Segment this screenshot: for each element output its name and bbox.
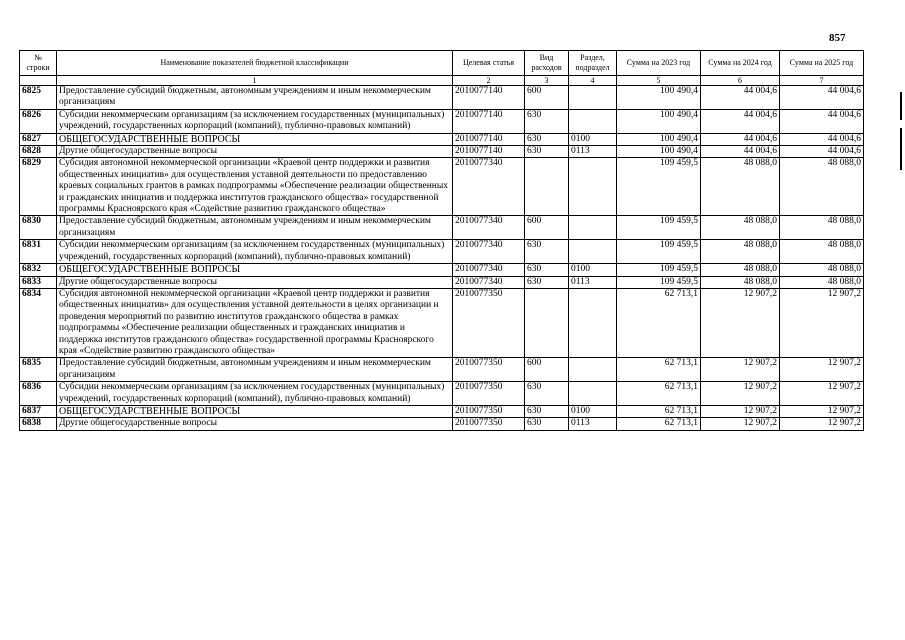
col-number: 7 [780,76,864,86]
header-sum-2023: Сумма на 2023 год [617,51,701,76]
col-number [20,76,57,86]
row-name: Предоставление субсидий бюджетным, автономным учреждениям и иным некоммерческим организациям [57,86,453,110]
row-expense-type: 600 [525,86,569,110]
header-razd: Раздел, подраздел [569,51,617,76]
row-number: 6838 [20,418,57,430]
table-row [20,133,864,145]
row-section: 0113 [569,418,617,430]
row-expense-type: 630 [525,405,569,417]
row-number: 6828 [20,146,57,158]
row-sum-2023: 62 713,1 [617,405,701,417]
row-number: 6833 [20,276,57,288]
row-name: Субсидии некоммерческим организациям (за исключением государственных (муниципальных) учреждений, государственных корпораций (компаний), публично-правовых компаний) [57,240,453,264]
row-sum-2024: 48 088,0 [701,264,780,276]
table-row [20,158,864,216]
table-row [20,264,864,276]
row-sum-2025: 44 004,6 [780,86,864,110]
row-expense-type [525,288,569,357]
row-name: ОБЩЕГОСУДАРСТВЕННЫЕ ВОПРОСЫ [57,133,453,145]
row-sum-2023: 62 713,1 [617,288,701,357]
header-vid: Вид расходов [525,51,569,76]
row-sum-2024: 48 088,0 [701,158,780,216]
row-sum-2025: 12 907,2 [780,358,864,382]
header-sum-2024: Сумма на 2024 год [701,51,780,76]
row-expense-type: 630 [525,382,569,406]
row-target-code: 2010077350 [453,418,525,430]
table-row [20,276,864,288]
table-row [20,418,864,430]
row-sum-2025: 12 907,2 [780,382,864,406]
row-sum-2025: 48 088,0 [780,240,864,264]
header-num: № строки [20,51,57,76]
row-name: Субсидия автономной некоммерческой организации «Краевой центр поддержки и развития общественных инициатив» для осуществления уставной деятельности в целях организации и проведения мероприятий по развитию институтов гражданского общества в рамках подпрограммы «Обеспечение реализации общественных и гражданских инициатив и поддержка институтов гражданского общества» государственной программы Красноярского края «Содействие развитию гражданского общества» [57,288,453,357]
row-number: 6834 [20,288,57,357]
row-expense-type: 630 [525,133,569,145]
row-name: ОБЩЕГОСУДАРСТВЕННЫЕ ВОПРОСЫ [57,405,453,417]
header-sum-2025: Сумма на 2025 год [780,51,864,76]
col-number: 2 [453,76,525,86]
col-number: 5 [617,76,701,86]
table-row [20,86,864,110]
row-section: 0100 [569,264,617,276]
row-sum-2025: 48 088,0 [780,216,864,240]
row-sum-2023: 109 459,5 [617,240,701,264]
row-name: Другие общегосударственные вопросы [57,418,453,430]
row-number: 6829 [20,158,57,216]
row-number: 6836 [20,382,57,406]
row-section [569,86,617,110]
row-expense-type: 630 [525,264,569,276]
row-number: 6825 [20,86,57,110]
row-number: 6826 [20,109,57,133]
row-sum-2025: 48 088,0 [780,158,864,216]
row-sum-2024: 12 907,2 [701,382,780,406]
row-section [569,382,617,406]
page-number: 857 [829,32,846,44]
header-code: Целевая статья [453,51,525,76]
row-expense-type: 600 [525,216,569,240]
row-sum-2024: 48 088,0 [701,276,780,288]
row-name: Предоставление субсидий бюджетным, автономным учреждениям и иным некоммерческим организациям [57,216,453,240]
table-row [20,109,864,133]
table-header [20,51,864,86]
row-expense-type: 630 [525,276,569,288]
col-number: 3 [525,76,569,86]
row-name: Субсидия автономной некоммерческой организации «Краевой центр поддержки и развития общественных инициатив» для осуществления уставной деятельности по предоставлению краевых социальных грантов в рамках подпрограммы «Обеспечение реализации общественных и гражданских инициатив и поддержка институтов гражданского общества» государственной программы Красноярского края «Содействие развитию гражданского общества» [57,158,453,216]
row-expense-type: 630 [525,146,569,158]
row-sum-2023: 62 713,1 [617,418,701,430]
row-sum-2025: 12 907,2 [780,405,864,417]
row-sum-2023: 62 713,1 [617,382,701,406]
row-number: 6827 [20,133,57,145]
row-section: 0100 [569,133,617,145]
row-expense-type: 630 [525,240,569,264]
row-section [569,109,617,133]
row-sum-2025: 44 004,6 [780,109,864,133]
row-target-code: 2010077340 [453,216,525,240]
row-name: ОБЩЕГОСУДАРСТВЕННЫЕ ВОПРОСЫ [57,264,453,276]
table-row [20,358,864,382]
row-target-code: 2010077340 [453,276,525,288]
row-number: 6837 [20,405,57,417]
row-section [569,288,617,357]
row-sum-2025: 44 004,6 [780,133,864,145]
row-sum-2023: 109 459,5 [617,216,701,240]
row-sum-2023: 100 490,4 [617,146,701,158]
table-row [20,216,864,240]
row-section: 0113 [569,146,617,158]
row-name: Другие общегосударственные вопросы [57,146,453,158]
col-number: 4 [569,76,617,86]
row-sum-2023: 100 490,4 [617,86,701,110]
row-target-code: 2010077140 [453,146,525,158]
table-row [20,146,864,158]
row-expense-type: 600 [525,358,569,382]
row-section [569,240,617,264]
row-sum-2025: 44 004,6 [780,146,864,158]
row-expense-type: 630 [525,418,569,430]
table-row [20,382,864,406]
row-sum-2024: 12 907,2 [701,418,780,430]
row-expense-type: 630 [525,109,569,133]
row-target-code: 2010077350 [453,405,525,417]
row-sum-2024: 48 088,0 [701,240,780,264]
row-section [569,158,617,216]
table-body [20,86,864,431]
row-section: 0113 [569,276,617,288]
row-sum-2025: 48 088,0 [780,264,864,276]
row-number: 6832 [20,264,57,276]
col-number: 6 [701,76,780,86]
header-name: Наименование показателей бюджетной классификации [57,51,453,76]
row-section: 0100 [569,405,617,417]
row-sum-2023: 109 459,5 [617,276,701,288]
margin-mark-top [900,92,902,120]
row-sum-2024: 44 004,6 [701,86,780,110]
row-sum-2023: 100 490,4 [617,109,701,133]
row-name: Субсидии некоммерческим организациям (за исключением государственных (муниципальных) учреждений, государственных корпораций (компаний), публично-правовых компаний) [57,382,453,406]
row-target-code: 2010077340 [453,158,525,216]
row-sum-2023: 109 459,5 [617,158,701,216]
row-target-code: 2010077340 [453,240,525,264]
row-target-code: 2010077340 [453,264,525,276]
row-name: Другие общегосударственные вопросы [57,276,453,288]
table-row [20,240,864,264]
row-sum-2024: 44 004,6 [701,146,780,158]
row-target-code: 2010077140 [453,86,525,110]
row-section [569,216,617,240]
row-sum-2024: 44 004,6 [701,109,780,133]
row-number: 6831 [20,240,57,264]
row-sum-2023: 109 459,5 [617,264,701,276]
row-sum-2024: 12 907,2 [701,405,780,417]
row-number: 6830 [20,216,57,240]
row-sum-2024: 12 907,2 [701,358,780,382]
row-target-code: 2010077350 [453,382,525,406]
row-target-code: 2010077350 [453,358,525,382]
row-sum-2023: 100 490,4 [617,133,701,145]
row-target-code: 2010077140 [453,109,525,133]
row-section [569,358,617,382]
row-sum-2024: 48 088,0 [701,216,780,240]
row-name: Субсидии некоммерческим организациям (за исключением государственных (муниципальных) учреждений, государственных корпораций (компаний), публично-правовых компаний) [57,109,453,133]
col-number: 1 [57,76,453,86]
budget-table [19,50,864,431]
row-name: Предоставление субсидий бюджетным, автономным учреждениям и иным некоммерческим организациям [57,358,453,382]
row-sum-2025: 12 907,2 [780,418,864,430]
row-sum-2024: 12 907,2 [701,288,780,357]
row-number: 6835 [20,358,57,382]
row-sum-2023: 62 713,1 [617,358,701,382]
row-sum-2025: 48 088,0 [780,276,864,288]
row-target-code: 2010077350 [453,288,525,357]
row-sum-2025: 12 907,2 [780,288,864,357]
row-sum-2024: 44 004,6 [701,133,780,145]
table-row [20,405,864,417]
row-target-code: 2010077140 [453,133,525,145]
table-row [20,288,864,357]
row-expense-type [525,158,569,216]
margin-mark-bottom [900,128,902,170]
